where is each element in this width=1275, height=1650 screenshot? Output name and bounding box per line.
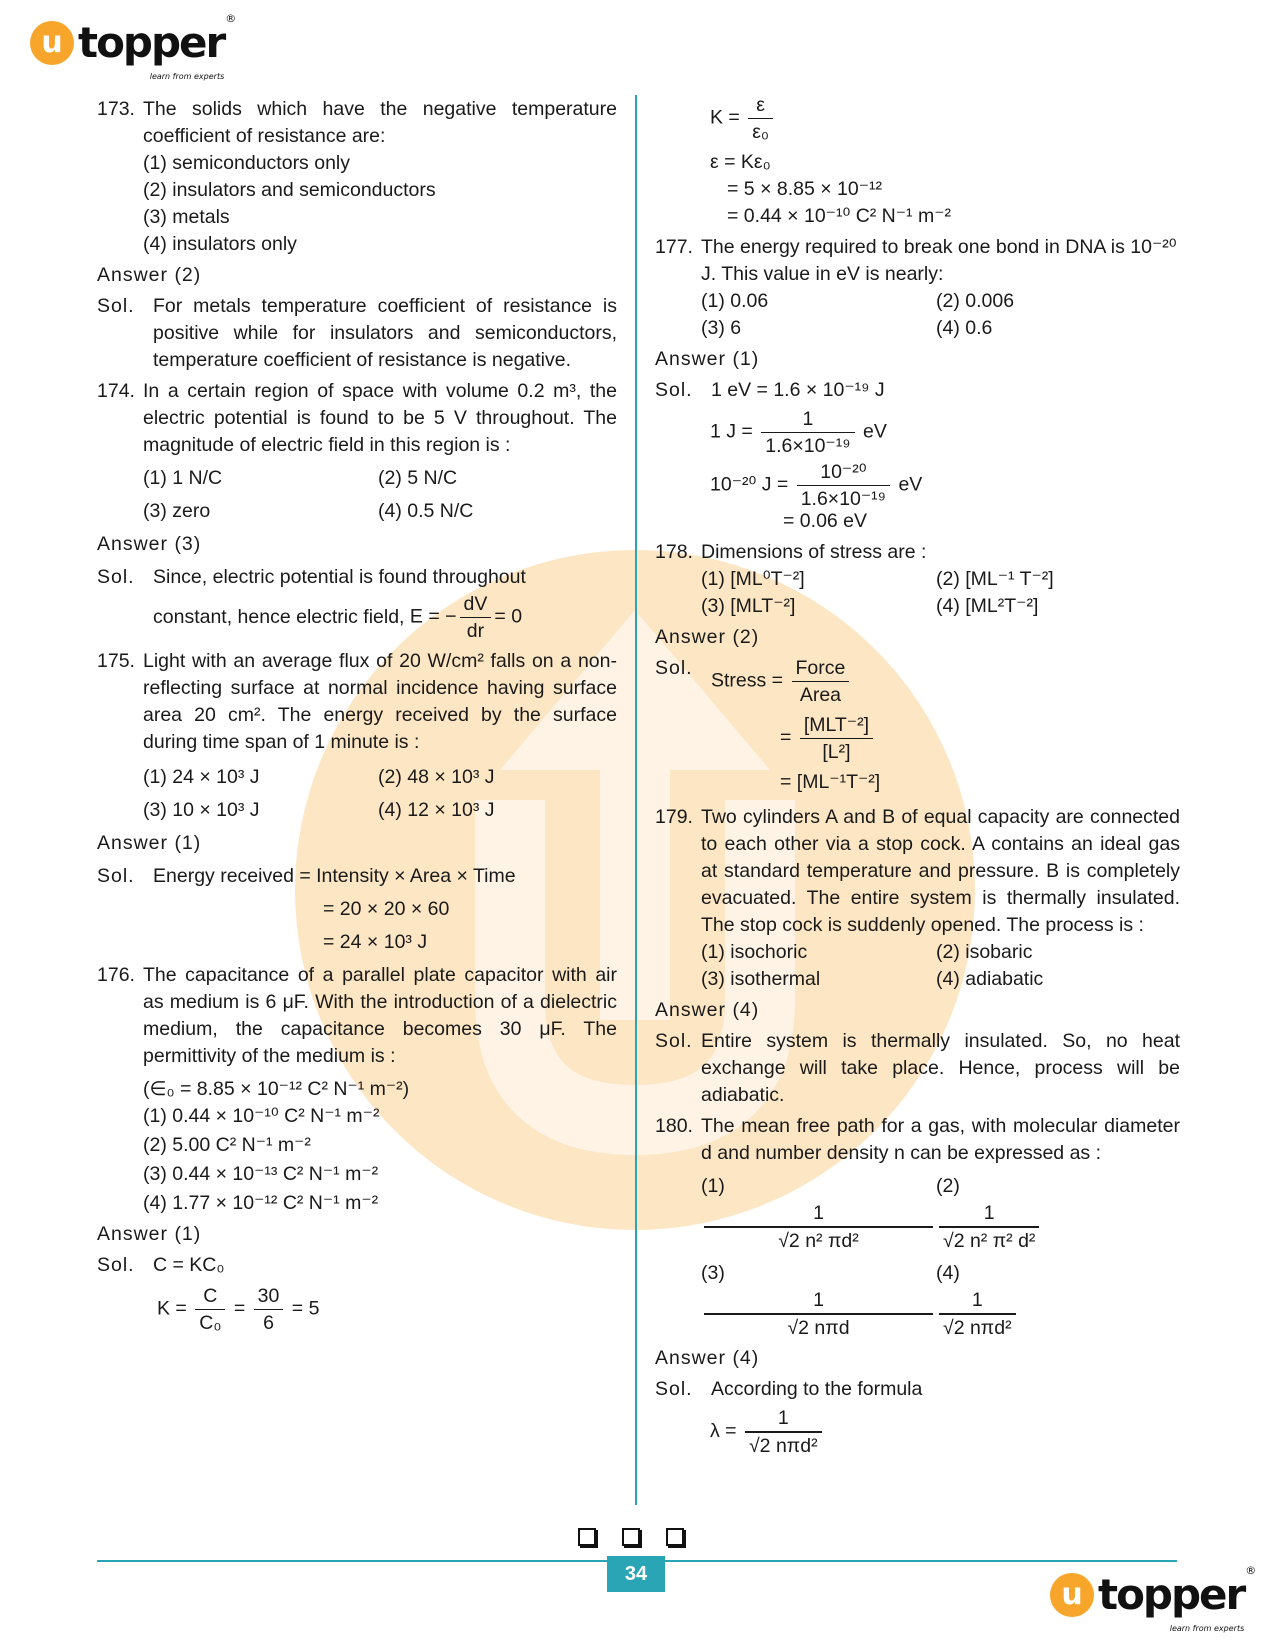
question-text: Dimensions of stress are : [701, 541, 927, 563]
square-bullet-icon [578, 1528, 596, 1546]
option: (4) 1.77 × 10⁻¹² C² N⁻¹ m⁻² [143, 1192, 379, 1214]
footer-logo [1050, 1564, 1257, 1633]
option: (2) 5.00 C² N⁻¹ m⁻² [143, 1134, 311, 1156]
question-179 [655, 804, 1180, 939]
given-constant: (∈₀ = 8.85 × 10⁻¹² C² N⁻¹ m⁻²) [143, 1078, 410, 1100]
solution [97, 564, 617, 644]
solution [655, 377, 1180, 404]
question-text: The solids which have the negative temperature coefficient of resistance are: [143, 98, 617, 147]
solution-text: For metals temperature coefficient of resistance is positive while for insulators and semiconductors, temperature coefficient of resistance is negative. [153, 295, 617, 371]
answer: Answer (4) [655, 1347, 760, 1369]
equation: 10⁻²⁰ J = $\frac{\text{10⁻²⁰}}{\text{1.6×10⁻¹⁹}}$ eV [710, 461, 923, 510]
answer: Answer (4) [655, 999, 760, 1021]
equation: K = $\frac{\varepsilon}{\text{ε₀}}$ [710, 92, 1180, 145]
square-bullet-icon [666, 1528, 684, 1546]
option: (3) 10 × 10³ J [143, 799, 260, 821]
topper-logo-icon: u [1050, 1573, 1094, 1617]
options-row [143, 797, 617, 824]
question-176 [97, 962, 617, 1070]
question-text: The energy required to break one bond in DNA is 10⁻²⁰ J. This value in eV is nearly: [701, 236, 1177, 285]
answer: Answer (2) [655, 626, 760, 648]
option: (4) insulators only [143, 233, 297, 255]
solution-label: Sol. [97, 295, 135, 317]
option: (2) insulators and semiconductors [143, 179, 436, 201]
solution-label: Sol. [655, 1030, 693, 1052]
option: (1) isochoric [701, 941, 808, 963]
solution-text: 1 eV = 1.6 × 10⁻¹⁹ J [711, 379, 885, 401]
question-number: 175. [97, 650, 135, 672]
solution-text: Entire system is thermally insulated. So, no heat exchange will take place. Hence, process will be adiabatic. [701, 1030, 1180, 1106]
option: (3) isothermal [701, 968, 821, 990]
equation-fraction: $\frac{dV}{dr}$ [460, 591, 492, 644]
option: (1) 24 × 10³ J [143, 766, 260, 788]
answer: Answer (1) [97, 832, 202, 854]
question-number: 179. [655, 806, 693, 828]
brand-name: topper ® learn from experts [78, 12, 237, 81]
option: (2) 5 N/C [378, 467, 458, 489]
solution-label: Sol. [655, 379, 693, 401]
options-row [143, 465, 617, 492]
option: (3) 6 [701, 317, 742, 339]
footer-bullets [578, 1528, 684, 1546]
solution-text: According to the formula [711, 1378, 923, 1400]
solution-label: Sol. [655, 1378, 693, 1400]
question-number: 180. [655, 1115, 693, 1137]
option: (4) 0.6 [936, 317, 993, 339]
header-logo [30, 12, 237, 81]
answer: Answer (1) [655, 348, 760, 370]
option: (1) semiconductors only [143, 152, 350, 174]
option: (2) 48 × 10³ J [378, 766, 495, 788]
options-row [701, 939, 1180, 966]
solution-label: Sol. [97, 566, 135, 588]
option: (4) 12 × 10³ J [378, 799, 495, 821]
question-text: The capacitance of a parallel plate capacitor with air as medium is 6 μF. With the introduction of a dielectric medium, the capacitance becomes 30 μF. The permittivity of the medium is : [143, 964, 617, 1067]
question-text: The mean free path for a gas, with molecular diameter d and number density n can be expressed as : [701, 1115, 1180, 1164]
question-text: In a certain region of space with volume 0.2 m³, the electric potential is found to be 5 V throughout. The magnitude of electric field in this region is : [143, 380, 617, 456]
equation-line: = 5 × 8.85 × 10⁻¹² [727, 178, 883, 200]
left-column [97, 92, 617, 1336]
solution [655, 1028, 1180, 1109]
answer: Answer (3) [97, 533, 202, 555]
solution-text: Since, electric potential is found throughout constant, hence electric field, E = − $\frac{dV}{dr}$ = 0 [153, 566, 526, 642]
solution [97, 863, 617, 956]
column-divider [635, 95, 637, 1505]
option: (4) [ML²T⁻²] [936, 595, 1039, 617]
square-bullet-icon [622, 1528, 640, 1546]
question-178 [655, 539, 1180, 566]
answer: Answer (1) [97, 1223, 202, 1245]
options-row [143, 764, 617, 791]
solution-label: Sol. [97, 1254, 135, 1276]
solution [655, 655, 1180, 708]
options-row [701, 1260, 1180, 1341]
answer: Answer (2) [97, 264, 202, 286]
question-174 [97, 378, 617, 459]
option: (4) adiabatic [936, 968, 1044, 990]
option: (3) 0.44 × 10⁻¹³ C² N⁻¹ m⁻² [143, 1163, 379, 1185]
equation-result: = 0.06 eV [783, 510, 868, 532]
equation: 1 J = $\frac{1}{\text{1.6×10⁻¹⁹}}$ eV [710, 408, 887, 457]
equation: K = $\frac{C}{\text{C₀}}$ = $\frac{30}{6}$ = 5 [157, 1285, 320, 1334]
option: (3) [MLT⁻²] [701, 595, 796, 617]
question-number: 176. [97, 964, 135, 986]
options-row [701, 1173, 1180, 1254]
question-number: 173. [97, 98, 135, 120]
equation-result: = [ML⁻¹T⁻²] [780, 771, 881, 793]
option: (3) 1 √2 nπd [701, 1260, 936, 1341]
options-row [701, 593, 1180, 620]
options-row [701, 315, 1180, 342]
page-number: 34 [607, 1556, 665, 1592]
option: (3) metals [143, 206, 230, 228]
option: (1) 1 N/C [143, 467, 223, 489]
question-number: 177. [655, 236, 693, 258]
solution [655, 1376, 1180, 1403]
option: (2) 0.006 [936, 290, 1015, 312]
option: (1) [ML⁰T⁻²] [701, 568, 805, 590]
option: (1) 1 √2 n² πd² [701, 1173, 936, 1254]
solution-text: Stress = $\frac{\text{Force}}{\text{Area}}$ [711, 655, 1180, 708]
option: (2) isobaric [936, 941, 1033, 963]
option: (3) zero [143, 500, 211, 522]
question-number: 178. [655, 541, 693, 563]
question-175 [97, 648, 617, 756]
solution-label: Sol. [97, 865, 135, 887]
solution-text: C = KC₀ [153, 1254, 225, 1276]
solution [97, 1252, 617, 1279]
options-row [701, 966, 1180, 993]
topper-logo-icon: u [30, 21, 74, 65]
option: (1) 0.44 × 10⁻¹⁰ C² N⁻¹ m⁻² [143, 1105, 380, 1127]
option: (2) [ML⁻¹ T⁻²] [936, 568, 1054, 590]
solution-label: Sol. [655, 657, 693, 679]
equation: = $\frac{\text{[MLT⁻²]}}{\text{[L²]}}$ [780, 712, 1180, 765]
option: (1) 0.06 [701, 290, 769, 312]
solution-text: Energy received = Intensity × Area × Time = 20 × 20 × 60 = 24 × 10³ J [153, 865, 516, 953]
question-173 [97, 96, 617, 150]
options-row [143, 498, 617, 525]
equation-line: = 0.44 × 10⁻¹⁰ C² N⁻¹ m⁻² [727, 205, 952, 227]
option: (4) 0.5 N/C [378, 500, 474, 522]
equation: λ = $\frac{1}{\text{√2 nπd²}}$ [710, 1405, 1180, 1459]
question-177 [655, 234, 1180, 288]
equation-line: ε = Kε₀ [710, 151, 771, 173]
option: (4) 1 √2 nπd² [936, 1260, 1019, 1341]
question-text: Two cylinders A and B of equal capacity are connected to each other via a stop cock. A contains an ideal gas at standard temperature and pressure. B is completely evacuated. The entire system is thermally insulated. The stop cock is suddenly opened. The process is : [701, 806, 1180, 936]
solution [97, 293, 617, 374]
options-row [701, 566, 1180, 593]
brand-name: topper ® learn from experts [1098, 1564, 1257, 1633]
option: (2) 1 √2 n² π² d² [936, 1173, 1042, 1254]
right-column [655, 92, 1180, 1459]
question-180 [655, 1113, 1180, 1167]
question-text: Light with an average flux of 20 W/cm² falls on a non-reflecting surface at normal incidence having surface area 20 cm². The energy received by the surface during time span of 1 minute is : [143, 650, 617, 753]
question-number: 174. [97, 380, 135, 402]
options-row [701, 288, 1180, 315]
